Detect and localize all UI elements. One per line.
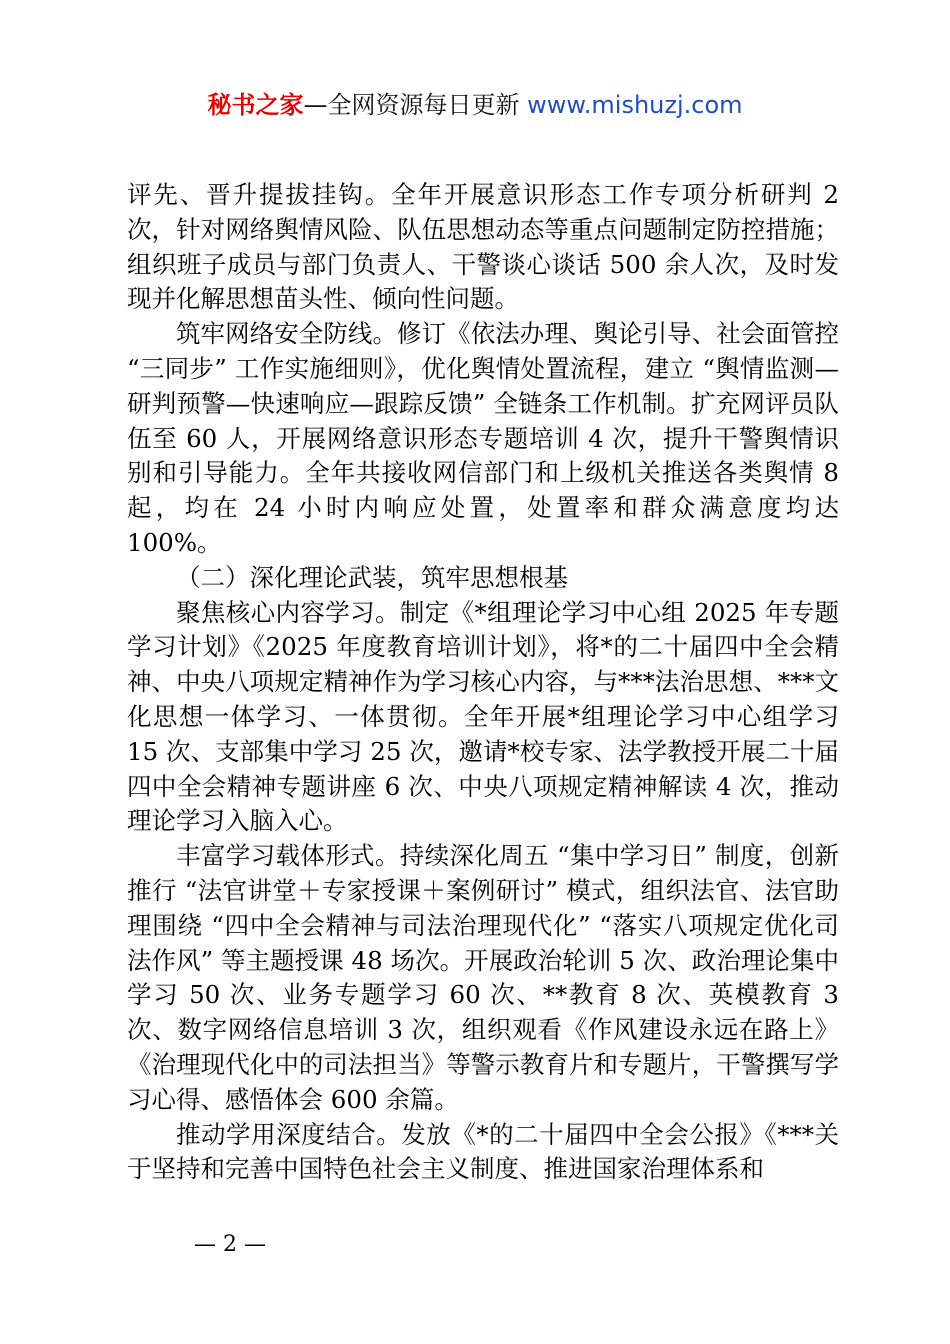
site-url-link[interactable]: www.mishuzj.com xyxy=(527,91,743,119)
header-tagline: —全网资源每日更新 xyxy=(303,91,528,119)
paragraph-network-security: 筑牢网络安全防线。修订《依法办理、舆论引导、社会面管控 “三同步” 工作实施细则》，优化舆情处置流程，建立 “舆情监测—研判预警—快速响应—跟踪反馈” 全链条工作机制。扩充网评员队伍至 60 人，开展网络意识形态专题培训 4 次，提升干警舆情识别和引导能力。全年共接收网信部门和上级机关推送各类舆情 8 起，均在 24 小时内响应处置，处置率和群众满意度均达 100%。 xyxy=(127,319,839,557)
section-heading: （二）深化理论武装，筑牢思想根基 xyxy=(176,562,568,592)
paragraph-continuation: 评先、晋升提拔挂钩。全年开展意识形态工作专项分析研判 2 次，针对网络舆情风险、队伍思想动态等重点问题制定防控措施；组织班子成员与部门负责人、干警谈心谈话 500 余人次，及时发现并化解思想苗头性、倾向性问题。 xyxy=(127,180,839,314)
document-body xyxy=(127,178,839,1187)
paragraph-learning-application: 推动学用深度结合。发放《*的二十届四中全会公报》《***关于坚持和完善中国特色社会主义制度、推进国家治理体系和 xyxy=(127,1119,839,1184)
brand-name: 秘书之家 xyxy=(207,91,304,119)
paragraph-core-learning: 聚焦核心内容学习。制定《*组理论学习中心组 2025 年专题学习计划》《2025 年度教育培训计划》，将*的二十届四中全会精神、中央八项规定精神作为学习核心内容，与***法治思想、***文化思想一体学习、一体贯彻。全年开展*组理论学习中心组学习 15 次、支部集中学习 25 次，邀请*校专家、法学教授开展二十届四中全会精神专题讲座 6 次、中央八项规定精神解读 4 次，推动理论学习入脑入心。 xyxy=(127,597,839,836)
page-number: — 2 — xyxy=(194,1232,266,1257)
site-header xyxy=(0,88,950,122)
paragraph-learning-forms: 丰富学习载体形式。持续深化周五 “集中学习日” 制度，创新推行 “法官讲堂＋专家授课＋案例研讨” 模式，组织法官、法官助理围绕 “四中全会精神与司法治理现代化” “落实八项规定优化司法作风” 等主题授课 48 场次。开展政治轮训 5 次、政治理论集中学习 50 次、业务专题学习 60 次、**教育 8 次、英模教育 3 次、数字网络信息培训 3 次，组织观看《作风建设永远在路上》《治理现代化中的司法担当》等警示教育片和专题片，干警撰写学习心得、感悟体会 600 余篇。 xyxy=(127,841,839,1114)
